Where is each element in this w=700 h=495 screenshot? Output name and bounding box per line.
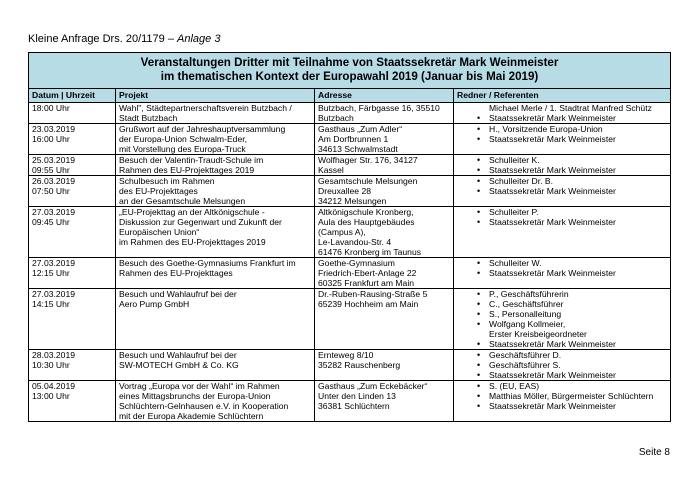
speaker-bullet-item: • Staatssekretär Mark Weinmeister	[457, 113, 667, 123]
adresse-cell-line: 34613 Schwalmstadt	[318, 144, 398, 154]
table-row	[29, 103, 671, 124]
table-title-line-1: Veranstaltungen Dritter mit Teilnahme von Staatssekretär Mark Weinmeister	[140, 56, 559, 69]
adresse-cell	[315, 350, 454, 381]
speaker-bullet-item: • Staatssekretär Mark Weinmeister	[457, 370, 667, 380]
adresse-cell	[315, 124, 454, 155]
speaker-bullet-item: • Geschäftsführer D.	[457, 350, 667, 360]
projekt-cell-line: Besuch und Wahlaufruf bei der	[119, 289, 237, 299]
adresse-cell-line: Gasthaus „Zum Adler“	[318, 124, 403, 134]
projekt-cell-line: Stadt Butzbach	[119, 113, 178, 123]
datum-cell	[29, 176, 116, 207]
adresse-cell-line: Dr.-Ruben-Rausing-Straße 5	[318, 289, 428, 299]
datum-cell-line: 16:00 Uhr	[32, 134, 70, 144]
projekt-cell-line: mit Vorstellung des Europa-Truck	[119, 144, 246, 154]
projekt-cell	[116, 176, 315, 207]
table-row	[29, 258, 671, 289]
redner-cell	[454, 155, 671, 176]
projekt-cell-line: Schulbesuch im Rahmen	[119, 176, 215, 186]
table-row	[29, 381, 671, 422]
page-number: Seite 8	[638, 447, 670, 458]
adresse-cell-line: Le-Lavandou-Str. 4	[318, 237, 392, 247]
speaker-bullet-item: • Schulleiter K.	[457, 155, 667, 165]
speaker-bullet-item: • Staatssekretär Mark Weinmeister	[457, 339, 667, 349]
column-header-redner: Redner / Referenten	[454, 89, 671, 103]
redner-cell	[454, 176, 671, 207]
speaker-bullet-item: • Staatssekretär Mark Weinmeister	[457, 165, 667, 175]
column-header-datum: Datum | Uhrzeit	[29, 89, 116, 103]
redner-cell	[454, 381, 671, 422]
adresse-cell-line: Wolfhager Str. 176, 34127	[318, 155, 418, 165]
datum-cell	[29, 207, 116, 258]
adresse-cell	[315, 207, 454, 258]
document-header	[28, 33, 220, 46]
adresse-cell-line: Kassel	[318, 165, 344, 175]
projekt-cell-line: Aero Pump GmbH	[119, 299, 190, 309]
table-row	[29, 176, 671, 207]
table-body	[29, 103, 671, 422]
adresse-cell-line: Aula des Hauptgebäudes	[318, 217, 415, 227]
projekt-cell-line: eines Mittagsbrunchs der Europa-Union	[119, 391, 271, 401]
adresse-cell-line: 35282 Rauschenberg	[318, 360, 401, 370]
adresse-cell	[315, 176, 454, 207]
projekt-cell-line: Grußwort auf der Jahreshauptversammlung	[119, 124, 286, 134]
projekt-cell-line: Rahmen des EU-Projekttages 2019	[119, 165, 255, 175]
adresse-cell-line: 36381 Schlüchtern	[318, 401, 390, 411]
datum-cell-line: 26.03.2019	[32, 176, 76, 186]
speaker-bullet-item: • H., Vorsitzende Europa-Union	[457, 124, 667, 134]
datum-cell	[29, 381, 116, 422]
projekt-cell-line: des EU-Projekttages	[119, 186, 198, 196]
adresse-cell-line: Altkönigschule Kronberg,	[318, 207, 414, 217]
header-prefix: Kleine Anfrage Drs. 20/1179 –	[28, 33, 178, 45]
adresse-cell	[315, 381, 454, 422]
projekt-cell-line: der Europa-Union Schwalm-Eder,	[119, 134, 248, 144]
datum-cell	[29, 350, 116, 381]
adresse-cell	[315, 289, 454, 350]
datum-cell-line: 14:15 Uhr	[32, 299, 70, 309]
projekt-cell	[116, 350, 315, 381]
datum-cell-line: 25.03.2019	[32, 155, 76, 165]
datum-cell-line: 27.03.2019	[32, 289, 76, 299]
adresse-cell-line: Butzbach	[318, 113, 354, 123]
projekt-cell	[116, 381, 315, 422]
datum-cell	[29, 103, 116, 124]
redner-cell	[454, 124, 671, 155]
speaker-bullet-item: • S. (EU, EAS)	[457, 381, 667, 391]
projekt-cell-line: Rahmen des EU-Projekttages	[119, 268, 233, 278]
datum-cell-line: 23.03.2019	[32, 124, 76, 134]
column-header-row	[29, 89, 671, 103]
datum-cell	[29, 289, 116, 350]
adresse-cell-line: Gasthaus „Zum Eckebäcker“	[318, 381, 428, 391]
speaker-line: Michael Merle / 1. Stadtrat Manfred Schütz	[489, 103, 652, 113]
speaker-line: Erster Kreisbeigeordneter	[489, 329, 587, 339]
adresse-cell-line: Butzbach, Färbgasse 16, 35510	[318, 103, 440, 113]
adresse-cell-line: 34212 Melsungen	[318, 196, 387, 206]
datum-cell-line: 05.04.2019	[32, 381, 76, 391]
projekt-cell-line: Vortrag „Europa vor der Wahl“ im Rahmen	[119, 381, 280, 391]
table-title	[29, 53, 671, 89]
projekt-cell	[116, 289, 315, 350]
projekt-cell	[116, 207, 315, 258]
speaker-bullet-item: • Staatssekretär Mark Weinmeister	[457, 217, 667, 227]
redner-cell	[454, 258, 671, 289]
column-header-adresse: Adresse	[315, 89, 454, 103]
table-row	[29, 207, 671, 258]
datum-cell	[29, 258, 116, 289]
adresse-cell-line: Am Dorfbrunnen 1	[318, 134, 389, 144]
projekt-cell-line: SW-MOTECH GmbH & Co. KG	[119, 360, 239, 370]
adresse-cell-line: Dreuxallee 28	[318, 186, 372, 196]
header-anlage: Anlage 3	[177, 33, 221, 45]
adresse-cell-line: 61476 Kronberg im Taunus	[318, 247, 422, 257]
projekt-cell-line: mit der Europa Akademie Schlüchtern	[119, 411, 264, 421]
datum-cell-line: 07:50 Uhr	[32, 186, 70, 196]
adresse-cell-line: 60325 Frankfurt am Main	[318, 278, 415, 288]
events-table	[28, 52, 671, 422]
datum-cell-line: 13:00 Uhr	[32, 391, 70, 401]
table-row	[29, 289, 671, 350]
table-row	[29, 155, 671, 176]
adresse-cell-line: Ernteweg 8/10	[318, 350, 374, 360]
speaker-bullet-item: • P., Geschäftsführerin	[457, 289, 667, 299]
column-header-projekt: Projekt	[116, 89, 315, 103]
speaker-bullet-item: • Staatssekretär Mark Weinmeister	[457, 268, 667, 278]
projekt-cell-line: Schlüchtern-Gelnhausen e.V. in Kooperation	[119, 401, 289, 411]
adresse-cell	[315, 258, 454, 289]
projekt-cell-line: Diskussion zur Gegenwart und Zukunft der	[119, 217, 282, 227]
projekt-cell	[116, 155, 315, 176]
redner-cell	[454, 207, 671, 258]
projekt-cell-line: Besuch der Valentin-Traudt-Schule im	[119, 155, 264, 165]
datum-cell-line: 18:00 Uhr	[32, 103, 70, 113]
projekt-cell-line: Besuch des Goethe-Gymnasiums Frankfurt im	[119, 258, 296, 268]
projekt-cell	[116, 124, 315, 155]
redner-cell	[454, 289, 671, 350]
speaker-bullet-item: • S., Personalleitung	[457, 309, 667, 319]
datum-cell-line: 12:15 Uhr	[32, 268, 70, 278]
redner-cell	[454, 103, 671, 124]
adresse-cell	[315, 155, 454, 176]
speaker-bullet-item: • Wolfgang Kollmeier,	[457, 319, 667, 329]
datum-cell-line: 28.03.2019	[32, 350, 76, 360]
projekt-cell	[116, 103, 315, 124]
datum-cell-line: 27.03.2019	[32, 207, 76, 217]
datum-cell-line: 27.03.2019	[32, 258, 76, 268]
adresse-cell-line: Goethe-Gymnasium	[318, 258, 395, 268]
adresse-cell-line: Unter den Linden 13	[318, 391, 396, 401]
datum-cell-line: 09:45 Uhr	[32, 217, 70, 227]
speaker-bullet-item: • Staatssekretär Mark Weinmeister	[457, 134, 667, 144]
speaker-bullet-item: • Staatssekretär Mark Weinmeister	[457, 186, 667, 196]
speaker-bullet-item: • Staatssekretär Mark Weinmeister	[457, 401, 667, 411]
datum-cell	[29, 155, 116, 176]
datum-cell	[29, 124, 116, 155]
redner-cell	[454, 350, 671, 381]
adresse-cell	[315, 103, 454, 124]
table-title-line-2: im thematischen Kontext der Europawahl 2019 (Januar bis Mai 2019)	[160, 70, 539, 83]
projekt-cell-line: Europäischen Union“	[119, 227, 200, 237]
projekt-cell-line: im Rahmen des EU-Projekttages 2019	[119, 237, 266, 247]
datum-cell-line: 10:30 Uhr	[32, 360, 70, 370]
speaker-bullet-item: • Schulleiter P.	[457, 207, 667, 217]
projekt-cell-line: Besuch und Wahlaufruf bei der	[119, 350, 237, 360]
projekt-cell-line: an der Gesamtschule Melsungen	[119, 196, 246, 206]
projekt-cell-line: Wahl", Städtepartnerschaftsverein Butzbach /	[119, 103, 292, 113]
adresse-cell-line: Friedrich-Ebert-Anlage 22	[318, 268, 417, 278]
speaker-bullet-item: • Geschäftsführer S.	[457, 360, 667, 370]
adresse-cell-line: Gesamtschule Melsungen	[318, 176, 418, 186]
datum-cell-line: 09:55 Uhr	[32, 165, 70, 175]
speaker-bullet-item: • C., Geschäftsführer	[457, 299, 667, 309]
table-row	[29, 124, 671, 155]
speaker-bullet-item: • Schulleiter W.	[457, 258, 667, 268]
adresse-cell-line: (Campus A),	[318, 227, 366, 237]
adresse-cell-line: 65239 Hochheim am Main	[318, 299, 419, 309]
speaker-bullet-item: • Matthias Möller, Bürgermeister Schlüchtern	[457, 391, 667, 401]
projekt-cell-line: „EU-Projekttag an der Altkönigschule -	[119, 207, 265, 217]
speaker-bullet-item: • Schulleiter Dr. B.	[457, 176, 667, 186]
table-row	[29, 350, 671, 381]
projekt-cell	[116, 258, 315, 289]
